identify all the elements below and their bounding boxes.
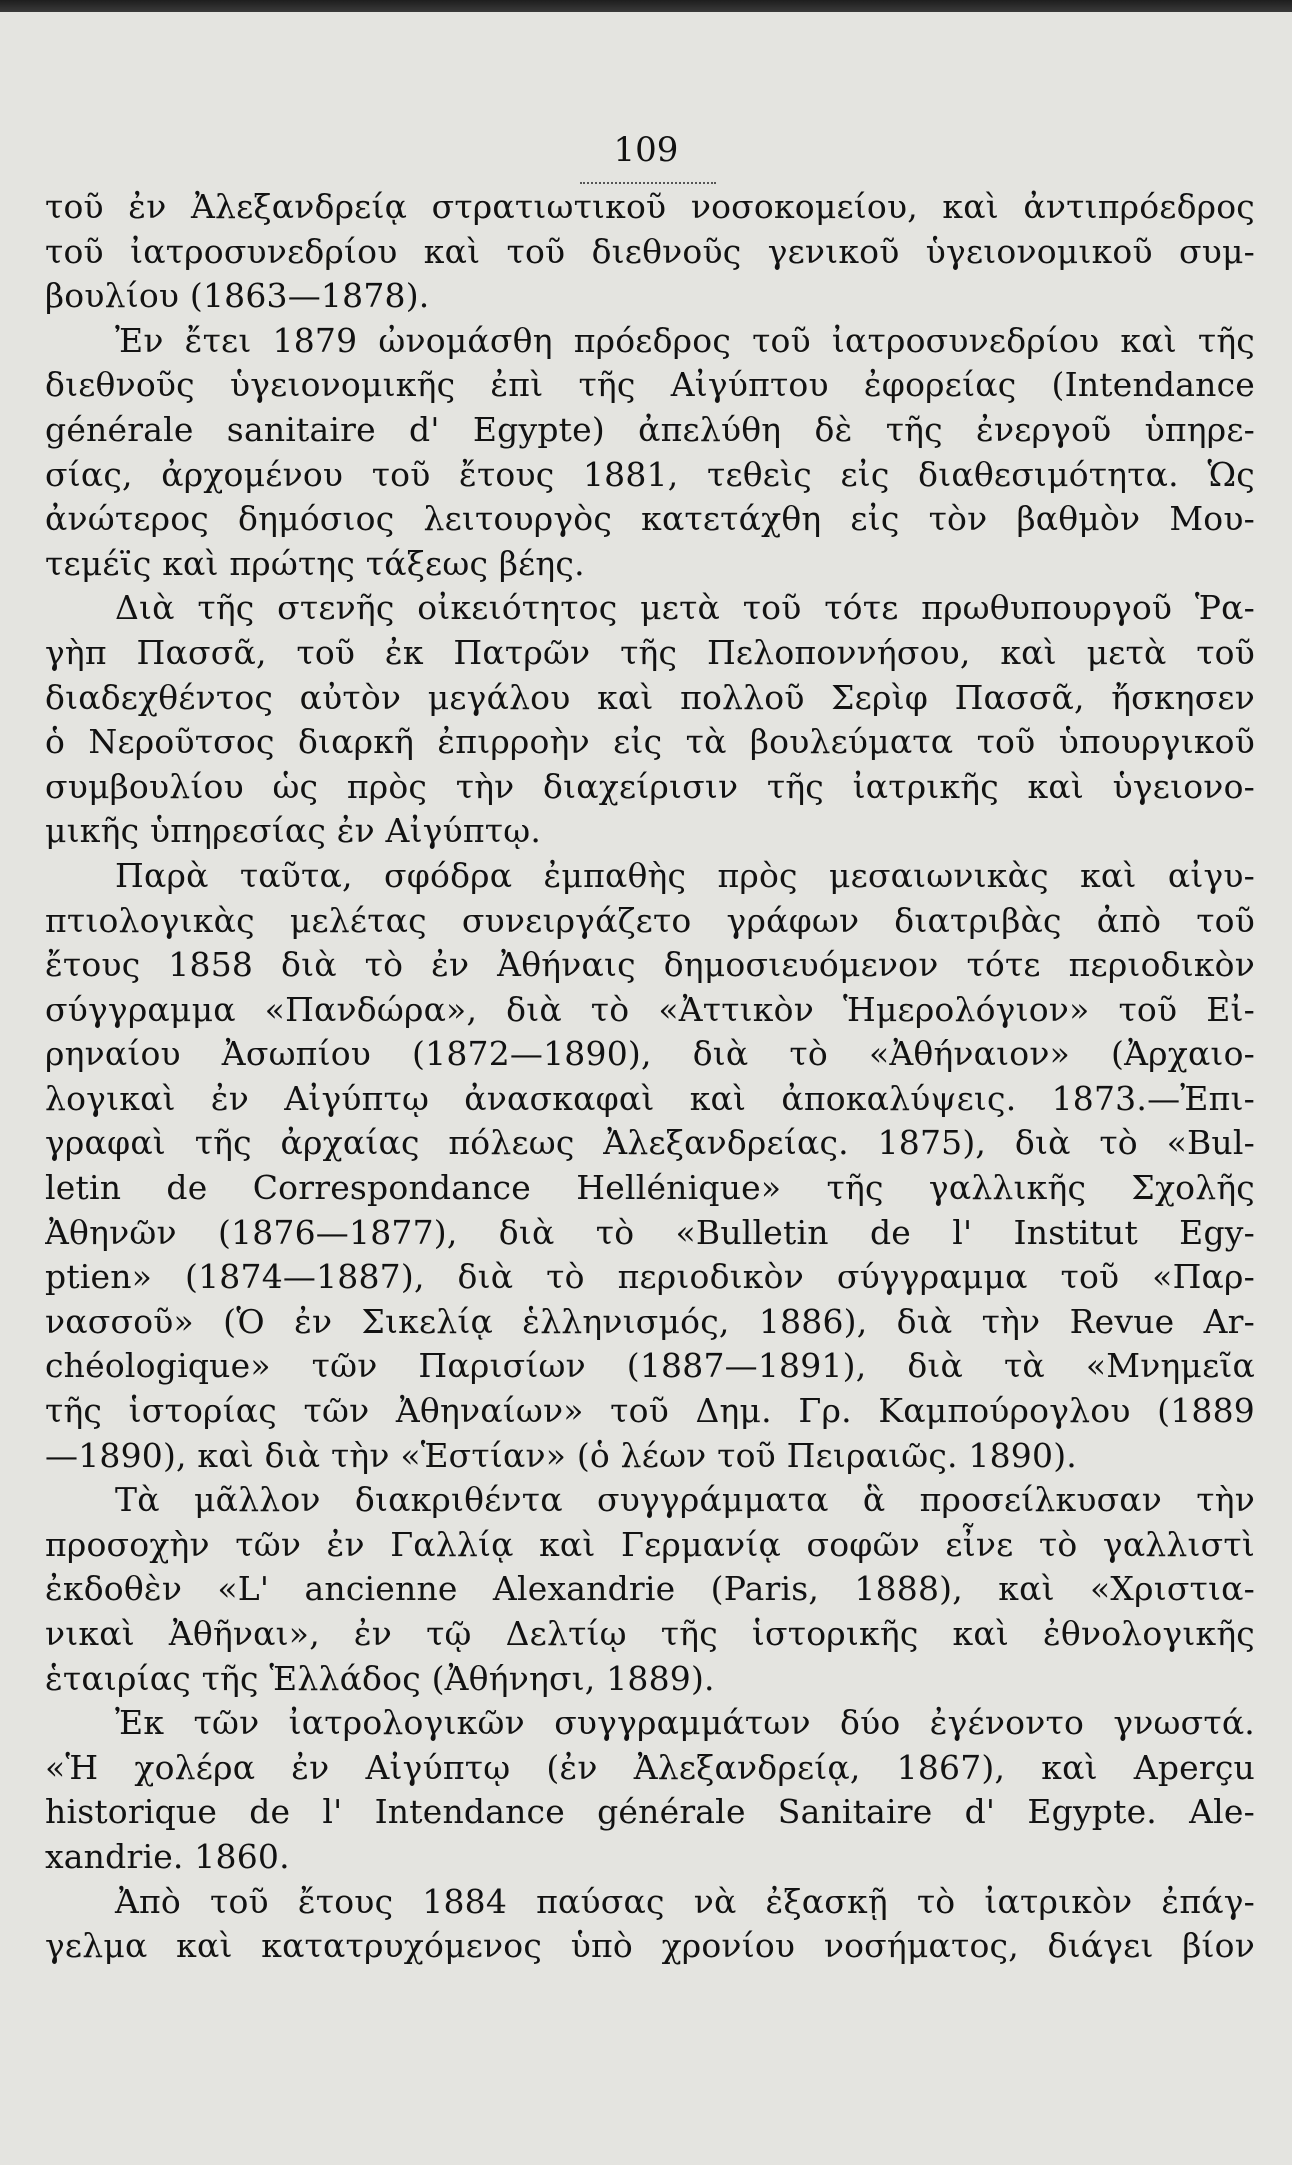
text-line: Διὰ τῆς στενῆς οἰκειότητος μετὰ τοῦ τότε πρωθυπουργοῦ Ῥα-	[115, 588, 1255, 628]
text-line: γραφαὶ τῆς ἀρχαίας πόλεως Ἀλεξανδρείας. 1875), διὰ τὸ «Bul-	[45, 1123, 1255, 1163]
text-line: νικαὶ Ἀθῆναι», ἐν τῷ Δελτίῳ τῆς ἱστορικῆς καὶ ἐθνολογικῆς	[45, 1614, 1255, 1653]
text-line: ἑταιρίας τῆς Ἑλλάδος (Ἀθήνησι, 1889).	[45, 1658, 715, 1698]
text-line: Ἀθηνῶν (1876—1877), διὰ τὸ «Bulletin de l' Institut Egy-	[45, 1212, 1255, 1252]
text-line: τεμέϊς καὶ πρώτης τάξεως βέης.	[45, 543, 585, 583]
text-line: τοῦ ἰατροσυνεδρίου καὶ τοῦ διεθνοῦς γενικοῦ ὑγειονομικοῦ συμ-	[45, 231, 1255, 271]
text-line: ὁ Νεροῦτσος διαρκῆ ἐπιρροὴν εἰς τὰ βουλεύματα τοῦ ὑπουργικοῦ	[45, 722, 1255, 762]
text-line: λογικαὶ ἐν Αἰγύπτῳ ἀνασκαφαὶ καὶ ἀποκαλύψεις. 1873.—Ἐπι-	[45, 1078, 1255, 1118]
text-line: μικῆς ὑπηρεσίας ἐν Αἰγύπτῳ.	[45, 811, 542, 851]
text-line: Ἀπὸ τοῦ ἔτους 1884 παύσας νὰ ἐξασκῇ τὸ ἰατρικὸν ἐπάγ-	[115, 1881, 1255, 1921]
text-line: Ἐν ἔτει 1879 ὠνομάσθη πρόεδρος τοῦ ἰατροσυνεδρίου καὶ τῆς	[115, 320, 1255, 360]
text-line: νασσοῦ» (Ὁ ἐν Σικελίᾳ ἑλληνισμός, 1886), διὰ τὴν Revue Ar-	[45, 1301, 1255, 1341]
text-line: σύγγραμμα «Πανδώρα», διὰ τὸ «Ἀττικὸν Ἡμερολόγιον» τοῦ Εἰ-	[45, 989, 1255, 1029]
text-line: ἀνώτερος δημόσιος λειτουργὸς κατετάχθη εἰς τὸν βαθμὸν Μου-	[45, 499, 1255, 539]
text-line: βουλίου (1863—1878).	[45, 276, 430, 316]
text-line: Παρὰ ταῦτα, σφόδρα ἐμπαθὴς πρὸς μεσαιωνικὰς καὶ αἰγυ-	[115, 855, 1255, 895]
text-line: συμβουλίου ὡς πρὸς τὴν διαχείρισιν τῆς ἰατρικῆς καὶ ὑγειονο-	[45, 766, 1255, 806]
text-line: Τὰ μᾶλλον διακριθέντα συγγράμματα ἃ προσείλκυσαν τὴν	[115, 1480, 1255, 1520]
text-line: ἐκδοθὲν «L' ancienne Alexandrie (Paris, 1888), καὶ «Χριστια-	[45, 1569, 1255, 1609]
text-line: générale sanitaire d' Egypte) ἀπελύθη δὲ τῆς ἐνεργοῦ ὑπηρε-	[45, 409, 1255, 449]
text-line: ἔτους 1858 διὰ τὸ ἐν Ἀθήναις δημοσιευόμενον τότε περιοδικὸν	[45, 945, 1255, 985]
text-line: τῆς ἱστορίας τῶν Ἀθηναίων» τοῦ Δημ. Γρ. Καμπούρογλου (1889	[45, 1391, 1255, 1431]
text-line: chéologique» τῶν Παρισίων (1887—1891), διὰ τὰ «Μνημεῖα	[45, 1346, 1255, 1386]
text-line: letin de Correspondance Hellénique» τῆς γαλλικῆς Σχολῆς	[45, 1168, 1255, 1208]
text-line: σίας, ἀρχομένου τοῦ ἔτους 1881, τεθεὶς εἰς διαθεσιμότητα. Ὡς	[45, 454, 1255, 494]
text-line: τοῦ ἐν Ἀλεξανδρείᾳ στρατιωτικοῦ νοσοκομείου, καὶ ἀντιπρόεδρος	[45, 187, 1255, 226]
text-line: xandrie. 1860.	[45, 1836, 290, 1876]
text-line: προσοχὴν τῶν ἐν Γαλλίᾳ καὶ Γερμανίᾳ σοφῶν εἶνε τὸ γαλλιστὶ	[45, 1524, 1255, 1564]
text-line: διαδεχθέντος αὐτὸν μεγάλου καὶ πολλοῦ Σερὶφ Πασσᾶ, ἤσκησεν	[45, 677, 1255, 717]
text-line: πτιολογικὰς μελέτας συνειργάζετο γράφων διατριβὰς ἀπὸ τοῦ	[45, 900, 1255, 940]
page-number: 109	[613, 130, 679, 170]
text-line: διεθνοῦς ὑγειονομικῆς ἐπὶ τῆς Αἰγύπτου ἐφορείας (Intendance	[45, 365, 1255, 405]
text-line: ρηναίου Ἀσωπίου (1872—1890), διὰ τὸ «Ἀθήναιον» (Ἀρχαιο-	[45, 1034, 1255, 1074]
text-line: γὴπ Πασσᾶ, τοῦ ἐκ Πατρῶν τῆς Πελοποννήσου, καὶ μετὰ τοῦ	[45, 632, 1255, 672]
text-line: —1890), καὶ διὰ τὴν «Ἑστίαν» (ὁ λέων τοῦ Πειραιῶς. 1890).	[45, 1435, 1077, 1475]
text-line: historique de l' Intendance générale Sanitaire d' Egypte. Ale-	[45, 1792, 1255, 1832]
text-line: Ἐκ τῶν ἰατρολογικῶν συγγραμμάτων δύο ἐγένοντο γνωστά.	[115, 1703, 1255, 1743]
text-line: ptien» (1874—1887), διὰ τὸ περιοδικὸν σύγγραμμα τοῦ «Παρ-	[45, 1257, 1255, 1297]
text-line: γελμα καὶ κατατρυχόμενος ὑπὸ χρονίου νοσήματος, διάγει βίον	[45, 1926, 1255, 1966]
page-top-edge	[0, 0, 1292, 12]
page-number-ornament	[580, 178, 716, 184]
body-text	[45, 185, 1255, 1969]
text-line: «Ἡ χολέρα ἐν Αἰγύπτῳ (ἐν Ἀλεξανδρείᾳ, 1867), καὶ Aperçu	[45, 1747, 1255, 1787]
